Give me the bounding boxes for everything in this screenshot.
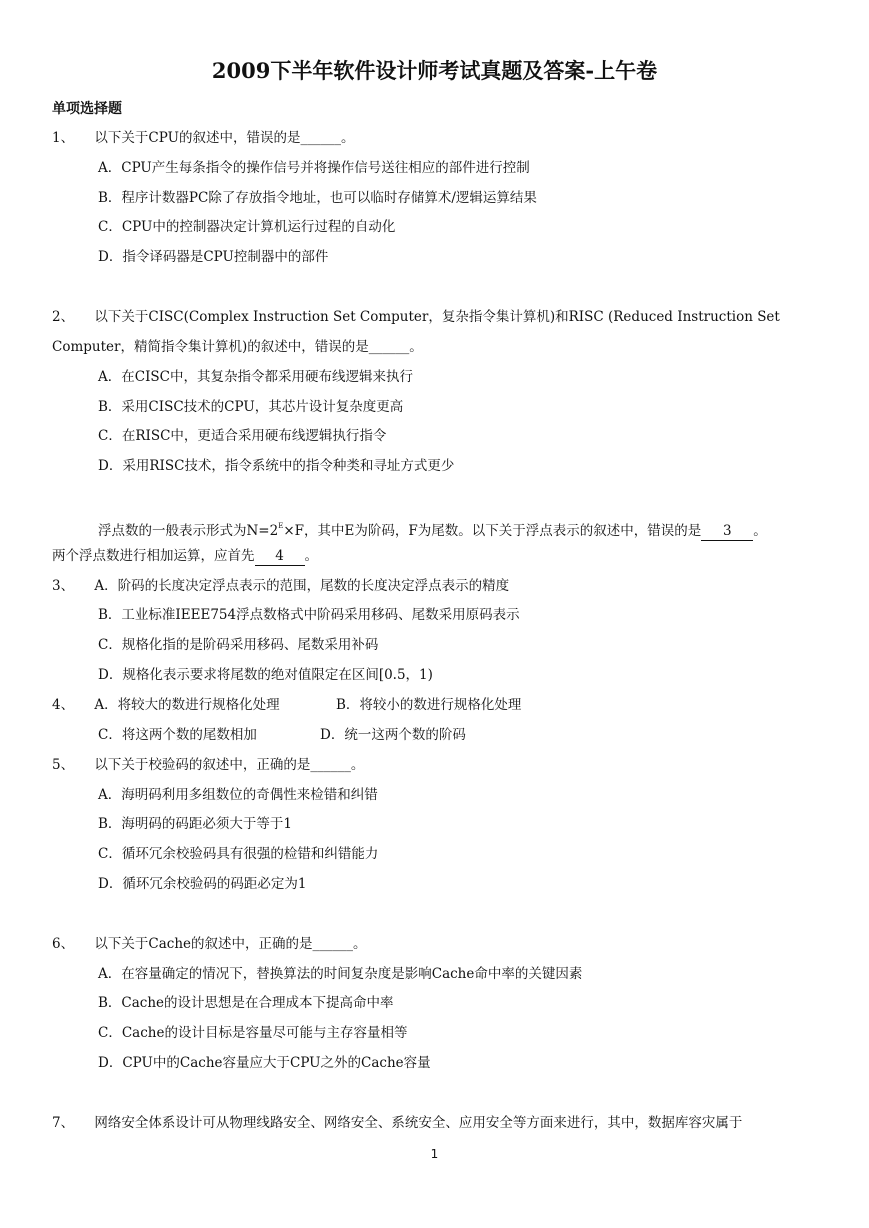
exponent-E: E (278, 522, 284, 530)
question-stem-line1: 以下关于CISC(Complex Instruction Set Computer，复杂指令集计算机)和RISC (Reduced Instruction Set (94, 309, 780, 325)
question-number: 3、 (52, 578, 75, 594)
q3-option-d: D．规格化表示要求将尾数的绝对值限定在区间[0.5，1) (98, 667, 433, 683)
q5-option-c: C．循环冗余校验码具有很强的检错和纠错能力 (98, 846, 379, 862)
page-number: 1 (430, 1147, 439, 1161)
q1-option-b: B．程序计数器PC除了存放指令地址，也可以临时存储算术/逻辑运算结果 (98, 190, 537, 206)
q4-option-a: A．将较大的数进行规格化处理 (94, 697, 280, 713)
question-number: 7、 (52, 1115, 75, 1131)
q5-option-a: A．海明码利用多组数位的奇偶性来检错和纠错 (98, 787, 378, 803)
blank-3: 3 (701, 523, 753, 541)
q4-option-c: C．将这两个数的尾数相加 (98, 727, 257, 743)
question-stem-line2: Computer，精简指令集计算机)的叙述中，错误的是______。 (52, 339, 423, 355)
section-heading: 单项选择题 (52, 101, 122, 117)
question-stem: 以下关于Cache的叙述中，正确的是______。 (94, 936, 367, 952)
q5-option-d: D．循环冗余校验码的码距必定为1 (98, 876, 307, 892)
question-stem: 以下关于CPU的叙述中，错误的是______。 (94, 130, 355, 146)
question-7 (52, 1113, 742, 1133)
q3-option-b: B．工业标准IEEE754浮点数格式中阶码采用移码、尾数采用原码表示 (98, 607, 520, 623)
q3-option-a: A．阶码的长度决定浮点表示的范围，尾数的长度决定浮点表示的精度 (94, 578, 510, 594)
blank-4: 4 (255, 548, 305, 566)
question-number: 1、 (52, 130, 75, 146)
question-1 (52, 128, 354, 148)
question-6 (52, 934, 367, 954)
q6-option-c: C．Cache的设计目标是容量尽可能与主存容量相等 (98, 1025, 408, 1041)
fp-passage-line2 (52, 546, 318, 566)
question-number: 4、 (52, 697, 75, 713)
question-3 (52, 576, 509, 596)
fp-text: ×F，其中E为阶码，F为尾数。以下关于浮点表示的叙述中，错误的是 (283, 523, 702, 539)
question-4 (52, 695, 280, 715)
q4-option-d: D．统一这两个数的阶码 (320, 727, 466, 743)
q5-option-b: B．海明码的码距必须大于等于1 (98, 816, 293, 832)
q1-option-a: A．CPU产生每条指令的操作信号并将操作信号送往相应的部件进行控制 (98, 160, 530, 176)
q2-option-d: D．采用RISC技术，指令系统中的指令种类和寻址方式更少 (98, 458, 455, 474)
fp-text: 两个浮点数进行相加运算，应首先 (52, 548, 255, 564)
q6-option-d: D．CPU中的Cache容量应大于CPU之外的Cache容量 (98, 1055, 431, 1071)
q4-option-b: B．将较小的数进行规格化处理 (336, 697, 522, 713)
q2-option-b: B．采用CISC技术的CPU，其芯片设计复杂度更高 (98, 399, 404, 415)
question-stem: 以下关于校验码的叙述中，正确的是______。 (94, 757, 365, 773)
q1-option-d: D．指令译码器是CPU控制器中的部件 (98, 249, 329, 265)
fp-passage-line1 (98, 516, 767, 541)
question-number: 5、 (52, 757, 75, 773)
question-number: 2、 (52, 309, 75, 325)
question-5 (52, 755, 364, 775)
q1-option-c: C．CPU中的控制器决定计算机运行过程的自动化 (98, 219, 396, 235)
fp-text: 浮点数的一般表示形式为N=2 (98, 523, 279, 539)
q6-option-a: A．在容量确定的情况下，替换算法的时间复杂度是影响Cache命中率的关键因素 (98, 966, 583, 982)
fp-text: 。 (753, 523, 767, 539)
document-title: 2009下半年软件设计师考试真题及答案-上午卷 (211, 58, 658, 83)
question-stem: 网络安全体系设计可从物理线路安全、网络安全、系统安全、应用安全等方面来进行，其中，数据库容灾属于 (94, 1115, 743, 1131)
q6-option-b: B．Cache的设计思想是在合理成本下提高命中率 (98, 995, 394, 1011)
question-number: 6、 (52, 936, 75, 952)
q3-option-c: C．规格化指的是阶码采用移码、尾数采用补码 (98, 637, 379, 653)
fp-text: 。 (304, 548, 318, 564)
question-2 (52, 307, 780, 327)
q2-option-a: A．在CISC中，其复杂指令都采用硬布线逻辑来执行 (98, 369, 413, 385)
q2-option-c: C．在RISC中，更适合采用硬布线逻辑执行指令 (98, 428, 387, 444)
